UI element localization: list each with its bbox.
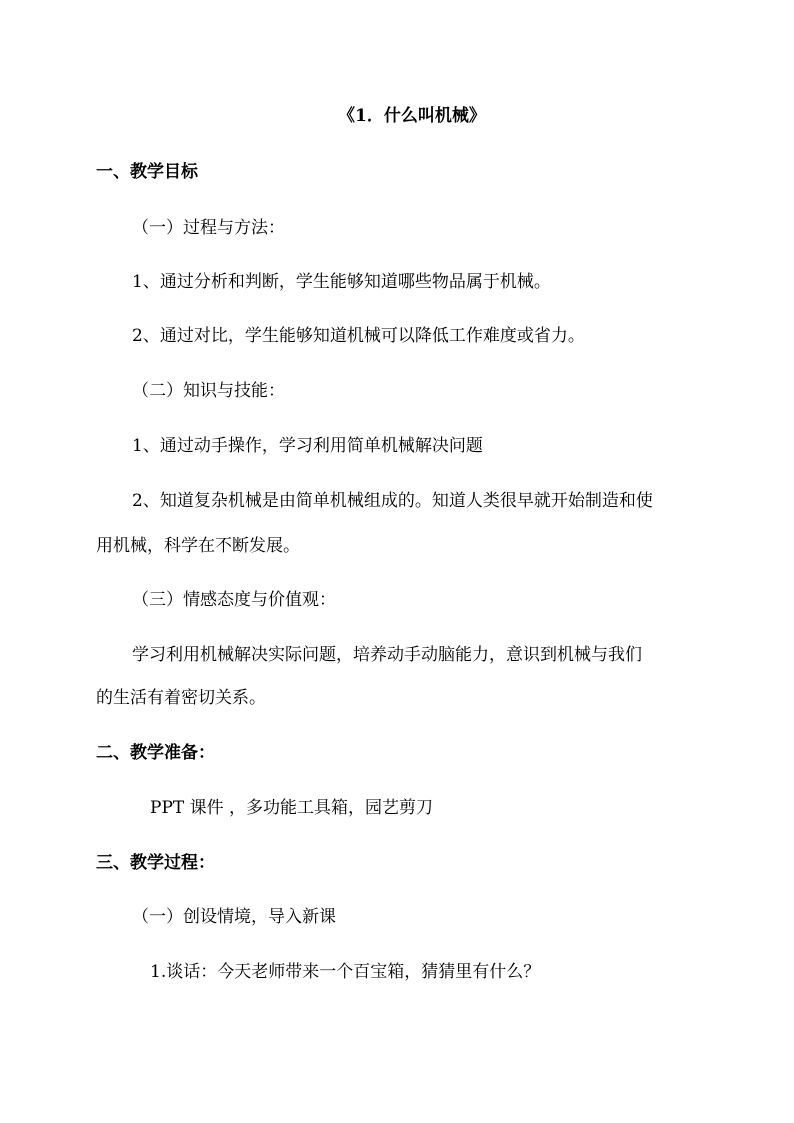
paragraph: 学习利用机械解决实际问题，培养动手动脑能力，意识到机械与我们 [132, 645, 642, 665]
section-heading-teaching-preparation: 二、教学准备： [96, 743, 215, 763]
paragraph: PPT 课件 ，多功能工具箱，园艺剪刀 [150, 798, 434, 818]
subsection-create-situation: （一）创设情境，导入新课 [132, 907, 336, 927]
section-heading-teaching-goals: 一、教学目标 [96, 162, 198, 182]
paragraph: 2、通过对比，学生能够知道机械可以降低工作难度或省力。 [132, 326, 585, 346]
paragraph-continuation: 用机械，科学在不断发展。 [96, 536, 300, 556]
subsection-knowledge-skills: （二）知识与技能： [132, 381, 285, 401]
paragraph: 1、通过分析和判断，学生能够知道哪些物品属于机械。 [132, 272, 551, 292]
paragraph-continuation: 的生活有着密切关系。 [96, 688, 266, 708]
document-title: 《1．什么叫机械》 [338, 106, 486, 126]
subsection-process-methods: （一）过程与方法： [132, 218, 285, 238]
paragraph: 1、通过动手操作，学习利用简单机械解决问题 [132, 436, 483, 456]
paragraph: 1.谈话：今天老师带来一个百宝箱，猜猜里有什么？ [150, 962, 541, 982]
section-heading-teaching-process: 三、教学过程： [96, 853, 215, 873]
subsection-emotion-values: （三）情感态度与价值观： [132, 590, 336, 610]
paragraph: 2、知道复杂机械是由简单机械组成的。知道人类很早就开始制造和使 [132, 491, 653, 511]
